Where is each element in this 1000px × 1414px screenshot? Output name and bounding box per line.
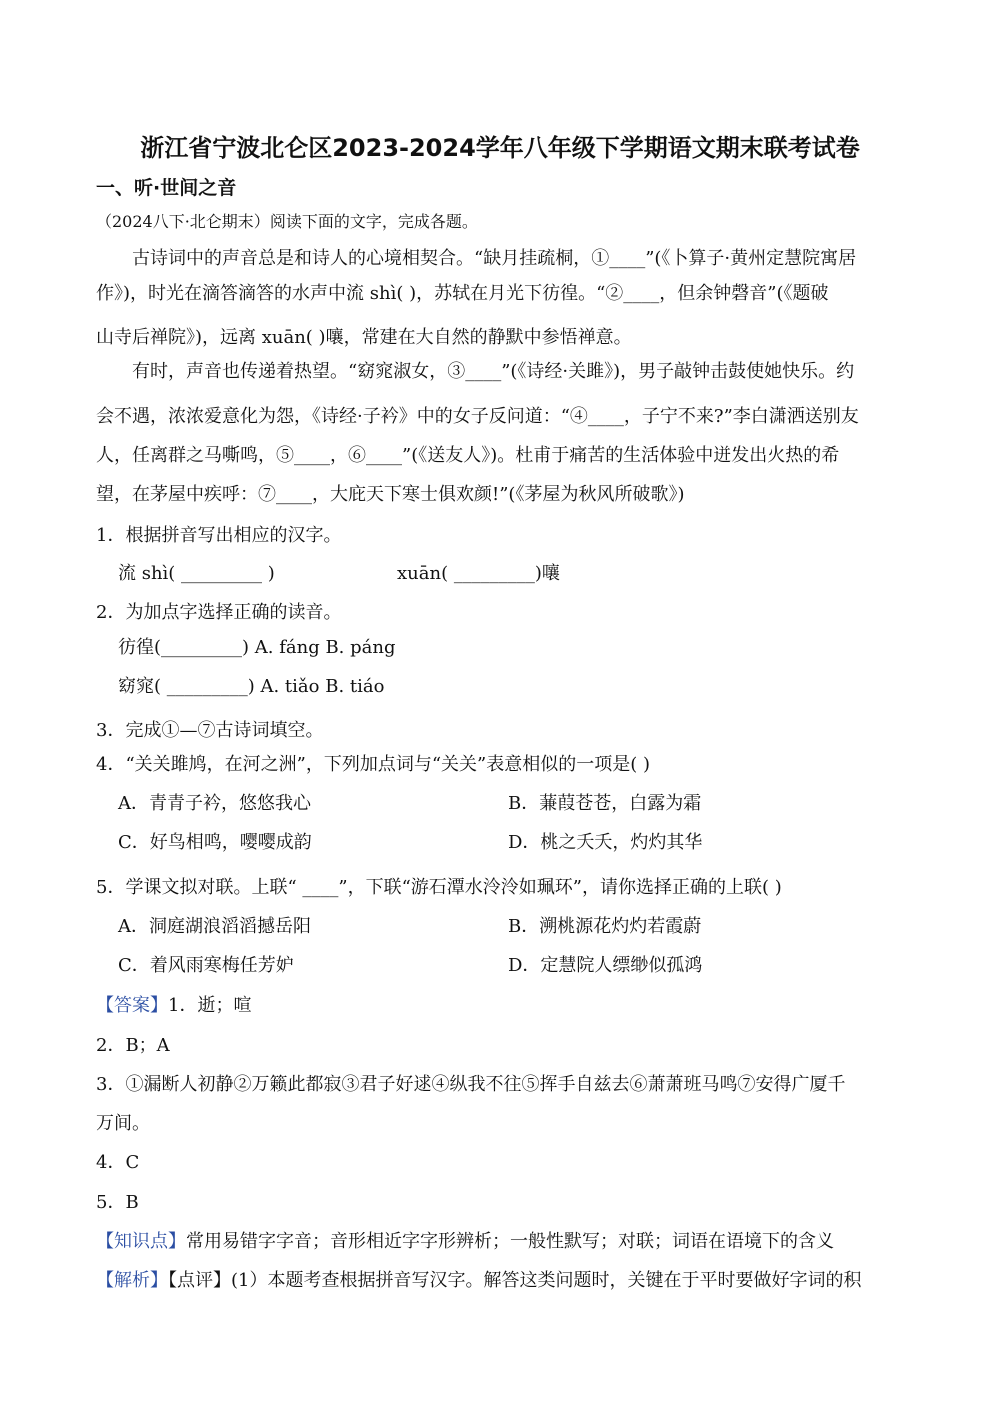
q2-line-1: 彷徨(_________) A. fáng B. páng [118, 637, 396, 658]
answer-line-1 [96, 991, 908, 1021]
q3-stem: 3．完成①—⑦古诗词填空。 [96, 720, 324, 741]
page-title: 浙江省宁波北仑区2023-2024学年八年级下学期语文期末联考试卷 [140, 134, 860, 162]
intro-source: （2024八下·北仑期末） [96, 212, 270, 231]
q1-blank-2: xuān( _________)嚷 [397, 563, 560, 584]
passage-line-3: 山寺后禅院》)，远离 xuān( )嚷，常建在大自然的静默中参悟禅意。 [96, 327, 632, 348]
q5-stem: 5．学课文拟对联。上联“ ____”，下联“游石潭水泠泠如珮环”，请你选择正确的上联( ) [96, 877, 782, 898]
intro-line [96, 207, 908, 237]
answer-3-line-1: 3．①漏断人初静②万籁此都寂③君子好逑④纵我不往⑤挥手自兹去⑥萧萧班马鸣⑦安得广厦千 [96, 1074, 846, 1095]
passage-line-2: 作》)，时光在滴答滴答的水声中流 shì( )，苏轼在月光下彷徨。“②____，但余钟磬音”(《题破 [96, 283, 829, 304]
analysis-tag: 【解析】 [96, 1270, 168, 1291]
answer-2: 2．B；A [96, 1035, 170, 1056]
answer-5: 5．B [96, 1192, 139, 1213]
q4-option-b: B．蒹葭苍苍，白露为霜 [508, 793, 702, 814]
passage-line-6: 人，任离群之马嘶鸣，⑤____，⑥____”(《送友人》)。杜甫于痛苦的生活体验中迸发出火热的希 [96, 445, 840, 466]
q4-option-a: A．青青子衿，悠悠我心 [118, 793, 311, 814]
analysis-text: 【点评】(1）本题考查根据拼音写汉字。解答这类问题时，关键在于平时要做好字词的积 [168, 1270, 862, 1291]
knowledge-text: 常用易错字字音；音形相近字字形辨析；一般性默写；对联；词语在语境下的含义 [186, 1231, 834, 1252]
q2-line-2: 窈窕( _________) A. tiǎo B. tiáo [118, 676, 385, 697]
q4-stem: 4．“关关雎鸠，在河之洲”，下列加点词与“关关”表意相似的一项是( ) [96, 754, 651, 775]
q4-option-d: D．桃之夭夭，灼灼其华 [508, 832, 703, 853]
q4-option-c: C．好鸟相鸣，嘤嘤成韵 [118, 832, 312, 853]
q1-stem: 1．根据拼音写出相应的汉字。 [96, 525, 342, 546]
knowledge-tag: 【知识点】 [96, 1231, 186, 1252]
q1-blank-1: 流 shì( _________ ) [118, 563, 275, 584]
intro-instruction: 阅读下面的文字，完成各题。 [269, 212, 478, 231]
passage-line-7: 望，在茅屋中疾呼：⑦____，大庇天下寒士俱欢颜!”(《茅屋为秋风所破歌》) [96, 484, 685, 505]
passage-line-1: 古诗词中的声音总是和诗人的心境相契合。“缺月挂疏桐，①____”(《卜算子·黄州定慧院寓居 [132, 248, 857, 269]
q2-stem: 2．为加点字选择正确的读音。 [96, 602, 342, 623]
q5-option-a: A．洞庭湖浪滔滔撼岳阳 [118, 916, 311, 937]
answer-3-line-2: 万间。 [96, 1113, 150, 1134]
section-heading: 一、听·世间之音 [96, 177, 237, 199]
passage-line-5: 会不遇，浓浓爱意化为怨，《诗经·子衿》中的女子反问道：“④____，子宁不来?”李白潇洒送别友 [96, 406, 859, 427]
q5-option-c: C．着风雨寒梅任芳妒 [118, 955, 294, 976]
answer-4: 4．C [96, 1152, 140, 1173]
analysis-line [96, 1266, 908, 1296]
passage-line-4: 有时，声音也传递着热望。“窈窕淑女，③____”(《诗经·关雎》)，男子敲钟击鼓使她快乐。约 [132, 361, 855, 382]
answer-1: 1．逝；喧 [168, 995, 252, 1016]
answer-tag: 【答案】 [96, 995, 168, 1016]
knowledge-line [96, 1227, 908, 1257]
q5-option-b: B．溯桃源花灼灼若霞蔚 [508, 916, 702, 937]
q5-option-d: D．定慧院人缥缈似孤鸿 [508, 955, 703, 976]
